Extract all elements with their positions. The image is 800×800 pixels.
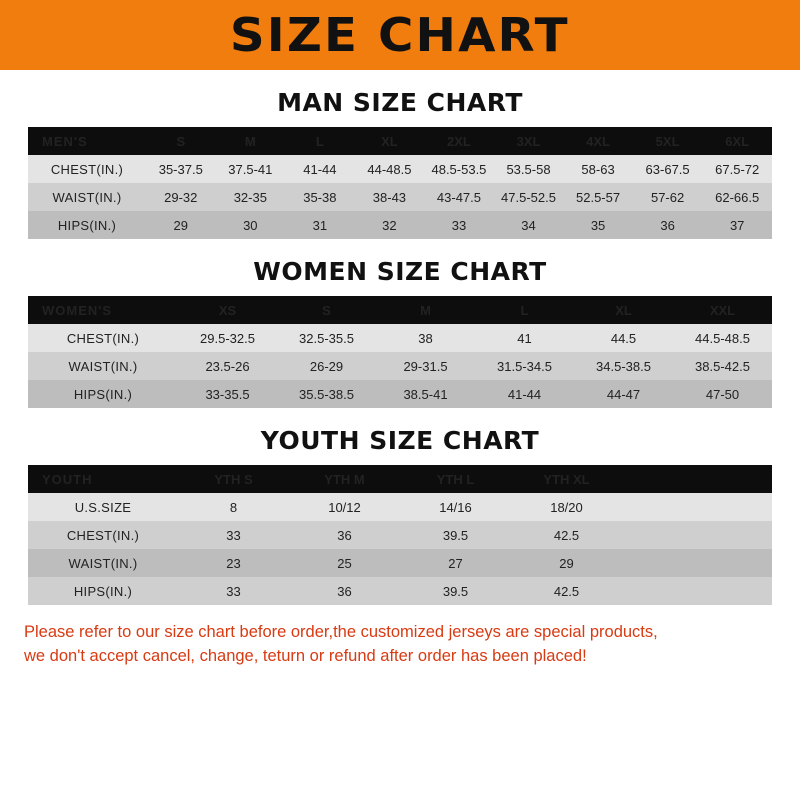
table-row — [28, 211, 772, 239]
table-cell: 29 — [173, 217, 188, 233]
table-cell: 32.5-35.5 — [299, 330, 354, 346]
table-cell: 36 — [337, 583, 352, 599]
table-cell: 53.5-58 — [506, 161, 551, 177]
table-cell: 30 — [243, 217, 258, 233]
table-row — [28, 577, 772, 605]
table-cell: 39.5 — [442, 583, 469, 599]
table-cell: 35.5-38.5 — [299, 386, 354, 402]
page-title: SIZE CHART — [230, 8, 570, 62]
column-header: YTH L — [436, 471, 475, 487]
table-cell: 26-29 — [309, 358, 344, 374]
column-header: MEN'S — [42, 133, 88, 149]
table-cell: 18/20 — [550, 499, 583, 515]
table-cell: 36 — [337, 527, 352, 543]
column-header: L — [315, 133, 324, 149]
table-cell: 37 — [729, 217, 745, 233]
row-label: HIPS(IN.) — [57, 217, 117, 233]
table-cell: 8 — [229, 499, 238, 515]
footer-note-line-2: we don't accept cancel, change, teturn or refund after order has been placed! — [24, 646, 587, 665]
row-label: WAIST(IN.) — [68, 555, 138, 571]
table-cell: 38 — [418, 330, 433, 346]
table-row — [28, 521, 772, 549]
column-header: S — [322, 302, 331, 318]
table-cell: 29-32 — [164, 189, 198, 205]
youth-section-title: YOUTH SIZE CHART — [260, 426, 540, 455]
table-cell: 29-31.5 — [403, 358, 448, 374]
table-cell: 27 — [448, 555, 463, 571]
row-label: CHEST(IN.) — [66, 330, 140, 346]
table-cell: 23.5-26 — [205, 358, 250, 374]
column-header: M — [244, 133, 256, 149]
table-cell: 41 — [517, 330, 532, 346]
column-header: 5XL — [655, 133, 680, 149]
table-row — [28, 380, 772, 408]
table-cell: 63-67.5 — [645, 161, 690, 177]
table-cell-empty — [622, 493, 772, 521]
table-cell: 34.5-38.5 — [596, 358, 651, 374]
row-label: WAIST(IN.) — [68, 358, 138, 374]
column-header: XL — [615, 302, 632, 318]
table-cell: 10/12 — [328, 499, 361, 515]
table-cell: 52.5-57 — [576, 189, 621, 205]
column-header: YTH M — [324, 471, 365, 487]
table-cell: 31.5-34.5 — [497, 358, 552, 374]
table-cell: 57-62 — [650, 189, 685, 205]
column-header: S — [176, 133, 186, 149]
column-header: XXL — [709, 302, 736, 318]
table-cell: 44.5 — [610, 330, 637, 346]
table-cell: 37.5-41 — [228, 161, 273, 177]
table-cell: 48.5-53.5 — [431, 161, 487, 177]
column-header: YOUTH — [42, 471, 93, 487]
column-header: XL — [381, 133, 398, 149]
row-label: CHEST(IN.) — [50, 161, 124, 177]
table-cell: 42.5 — [553, 527, 580, 543]
table-cell: 39.5 — [442, 527, 469, 543]
footer-note-line-1: Please refer to our size chart before order,the customized jerseys are special products, — [24, 623, 658, 641]
youth-size-table — [28, 465, 772, 605]
column-header: YTH S — [214, 471, 253, 487]
column-header: YTH XL — [543, 471, 590, 487]
row-label: WAIST(IN.) — [52, 189, 122, 205]
table-cell: 41-44 — [303, 161, 337, 177]
table-cell: 36 — [660, 217, 675, 233]
women-section-title: WOMEN SIZE CHART — [253, 257, 547, 286]
table-header-row — [28, 296, 772, 324]
table-header-row — [28, 127, 772, 155]
table-cell: 25 — [337, 555, 352, 571]
women-size-table — [28, 296, 772, 408]
table-cell: 38.5-41 — [403, 386, 448, 402]
footer-note — [24, 621, 776, 669]
table-cell: 44-48.5 — [367, 161, 412, 177]
column-header: M — [420, 302, 431, 318]
column-header-empty — [622, 465, 772, 493]
column-header: L — [520, 302, 529, 318]
row-label: U.S.SIZE — [74, 499, 132, 515]
table-cell: 34 — [521, 217, 536, 233]
table-cell: 35-38 — [303, 189, 337, 205]
table-row — [28, 549, 772, 577]
table-cell: 29.5-32.5 — [200, 330, 255, 346]
table-cell: 43-47.5 — [436, 189, 481, 205]
table-row — [28, 493, 772, 521]
table-cell: 62-66.5 — [715, 189, 760, 205]
table-cell: 29 — [559, 555, 574, 571]
table-cell: 33 — [451, 217, 467, 233]
table-cell: 58-63 — [581, 161, 615, 177]
table-cell: 38-43 — [372, 189, 407, 205]
column-header: 3XL — [516, 133, 541, 149]
table-cell: 32 — [382, 217, 397, 233]
men-size-table — [28, 127, 772, 239]
row-label: CHEST(IN.) — [66, 527, 140, 543]
table-cell: 35 — [590, 217, 606, 233]
table-cell: 42.5 — [553, 583, 580, 599]
table-cell: 67.5-72 — [715, 161, 760, 177]
table-cell: 44.5-48.5 — [695, 330, 750, 346]
table-row — [28, 324, 772, 352]
table-cell: 47.5-52.5 — [501, 189, 556, 205]
row-label: HIPS(IN.) — [73, 583, 133, 599]
table-cell: 14/16 — [439, 499, 472, 515]
column-header: 2XL — [447, 133, 471, 149]
table-cell: 47-50 — [705, 386, 740, 402]
table-cell-empty — [622, 577, 772, 605]
table-cell-empty — [622, 549, 772, 577]
column-header: 4XL — [586, 133, 610, 149]
table-cell: 31 — [312, 217, 328, 233]
table-cell: 23 — [226, 555, 241, 571]
table-cell: 32-35 — [233, 189, 267, 205]
column-header: WOMEN'S — [42, 302, 113, 318]
table-cell: 33 — [226, 527, 241, 543]
youth-section — [0, 426, 800, 605]
men-section-title: MAN SIZE CHART — [277, 88, 523, 117]
column-header: 6XL — [725, 133, 750, 149]
table-cell: 41-44 — [507, 386, 542, 402]
table-row — [28, 155, 772, 183]
table-cell: 35-37.5 — [158, 161, 203, 177]
table-row — [28, 352, 772, 380]
table-cell: 38.5-42.5 — [695, 358, 750, 374]
table-cell-empty — [622, 521, 772, 549]
column-header: XS — [218, 302, 237, 318]
table-header-row — [28, 465, 772, 493]
table-row — [28, 183, 772, 211]
page-banner — [0, 0, 800, 70]
row-label: HIPS(IN.) — [73, 386, 133, 402]
men-section — [0, 88, 800, 239]
women-section — [0, 257, 800, 408]
table-cell: 44-47 — [606, 386, 641, 402]
table-cell: 33-35.5 — [205, 386, 250, 402]
table-cell: 33 — [226, 583, 241, 599]
